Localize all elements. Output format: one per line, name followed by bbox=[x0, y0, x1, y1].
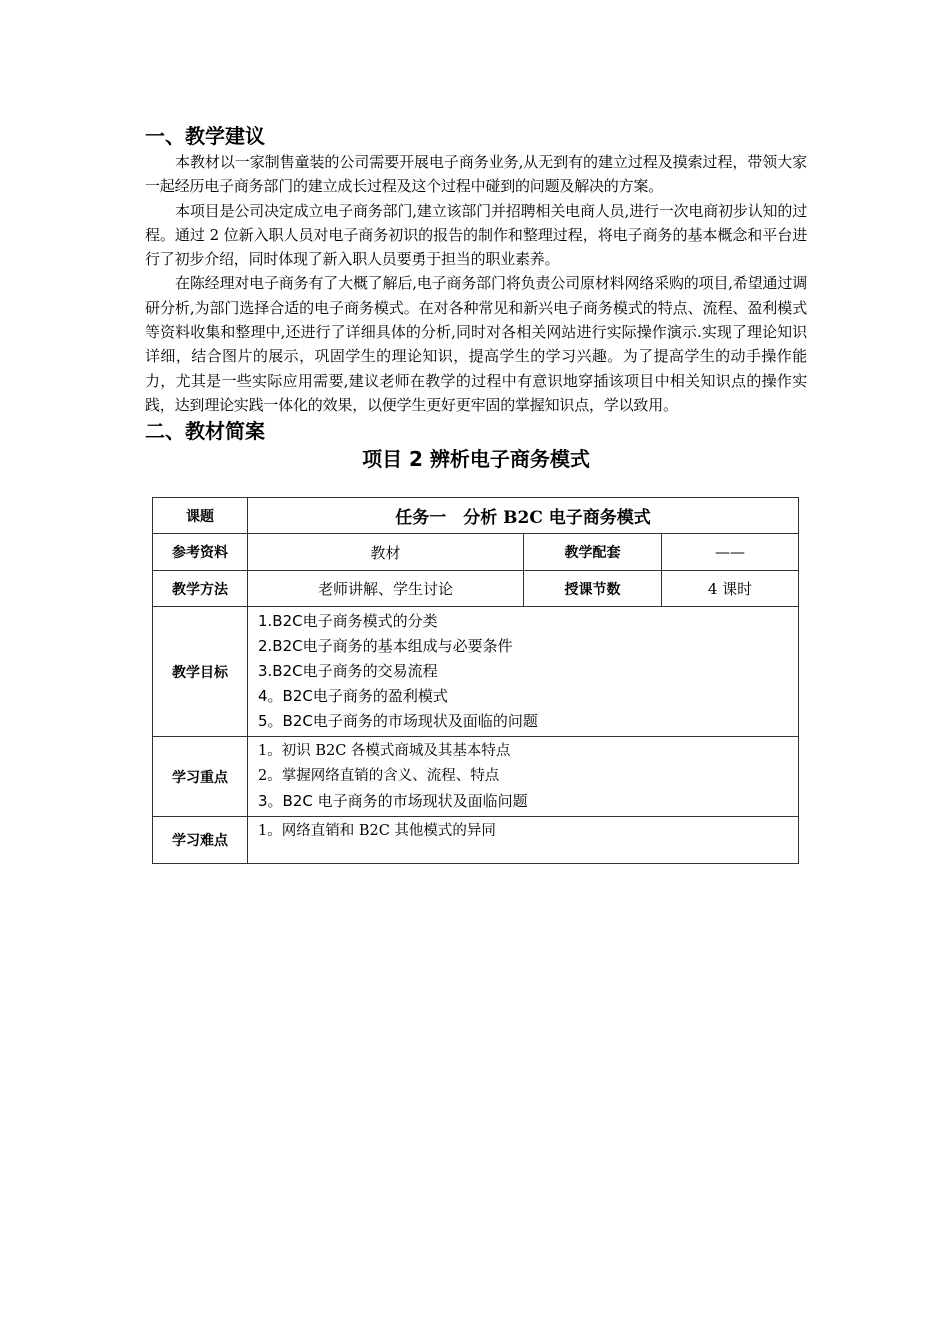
document-page bbox=[145, 122, 807, 475]
list-item: 3.B2C电子商务的交易流程 bbox=[258, 662, 438, 680]
list-item: 2。掌握网络直销的含义、流程、特点 bbox=[258, 768, 500, 784]
reference-label: 参考资料 bbox=[153, 534, 248, 571]
table-title: 项目 2 辨析电子商务模式 bbox=[362, 447, 590, 472]
hours-label: 授课节数 bbox=[524, 571, 662, 607]
paragraph: 本教材以一家制售童装的公司需要开展电子商务业务,从无到有的建立过程及摸索过程，带领大家一起经历电子商务部门的建立成长过程及这个过程中碰到的问题及解决的方案。 bbox=[145, 153, 807, 196]
list-item: 1.B2C电子商务模式的分类 bbox=[258, 612, 438, 630]
focus-list bbox=[248, 737, 799, 817]
list-item: 3。B2C 电子商务的市场现状及面临问题 bbox=[258, 792, 528, 810]
reference-value: 教材 bbox=[248, 534, 524, 571]
support-label: 教学配套 bbox=[524, 534, 662, 571]
difficulty-list bbox=[248, 817, 799, 864]
list-item: 4。B2C电子商务的盈利模式 bbox=[258, 687, 448, 705]
list-item: 1。网络直销和 B2C 其他模式的异同 bbox=[258, 823, 496, 839]
support-value: —— bbox=[662, 534, 799, 571]
paragraph: 在陈经理对电子商务有了大概了解后,电子商务部门将负责公司原材料网络采购的项目,希望通过调研分析,为部门选择合适的电子商务模式。在对各种常见和新兴电子商务模式的特点、流程、盈利模式等资料收集和整理中,还进行了详细具体的分析,同时对各相关网站进行实际操作演示.实现了理论知识详细，结合图片的展示，巩固学生的理论知识，提高学生的学习兴趣。为了提高学生的动手操作能力，尤其是一些实际应用需要,建议老师在教学的过程中有意识地穿插该项目中相关知识点的操作实践，达到理论实践一体化的效果，以便学生更好更牢固的掌握知识点，学以致用。 bbox=[145, 274, 807, 414]
section-heading-teaching-advice: 一、教学建议 bbox=[145, 124, 265, 148]
section-heading-lesson-plan: 二、教材简案 bbox=[145, 419, 265, 444]
difficulty-label: 学习难点 bbox=[153, 817, 248, 864]
table-row bbox=[153, 571, 799, 607]
list-item: 5。B2C电子商务的市场现状及面临的问题 bbox=[258, 712, 538, 730]
topic-value: 任务一 分析 B2C 电子商务模式 bbox=[248, 498, 799, 534]
hours-value: 4 课时 bbox=[662, 571, 799, 607]
table-row bbox=[153, 817, 799, 864]
table-row bbox=[153, 737, 799, 817]
table-row bbox=[153, 498, 799, 534]
list-item: 2.B2C电子商务的基本组成与必要条件 bbox=[258, 637, 513, 655]
method-label: 教学方法 bbox=[153, 571, 248, 607]
list-item: 1。初识 B2C 各模式商城及其基本特点 bbox=[258, 743, 511, 759]
focus-label: 学习重点 bbox=[153, 737, 248, 817]
method-value: 老师讲解、学生讨论 bbox=[248, 571, 524, 607]
paragraph: 本项目是公司决定成立电子商务部门,建立该部门并招聘相关电商人员,进行一次电商初步认知的过程。通过 2 位新入职人员对电子商务初识的报告的制作和整理过程，将电子商务的基本概念和平台进行了初步介绍，同时体现了新入职人员要勇于担当的职业素养。 bbox=[145, 201, 807, 269]
table-row bbox=[153, 534, 799, 571]
goals-label: 教学目标 bbox=[153, 607, 248, 737]
goals-list bbox=[248, 607, 799, 737]
table-row bbox=[153, 607, 799, 737]
topic-label: 课题 bbox=[153, 498, 248, 534]
lesson-plan-table bbox=[152, 497, 799, 864]
